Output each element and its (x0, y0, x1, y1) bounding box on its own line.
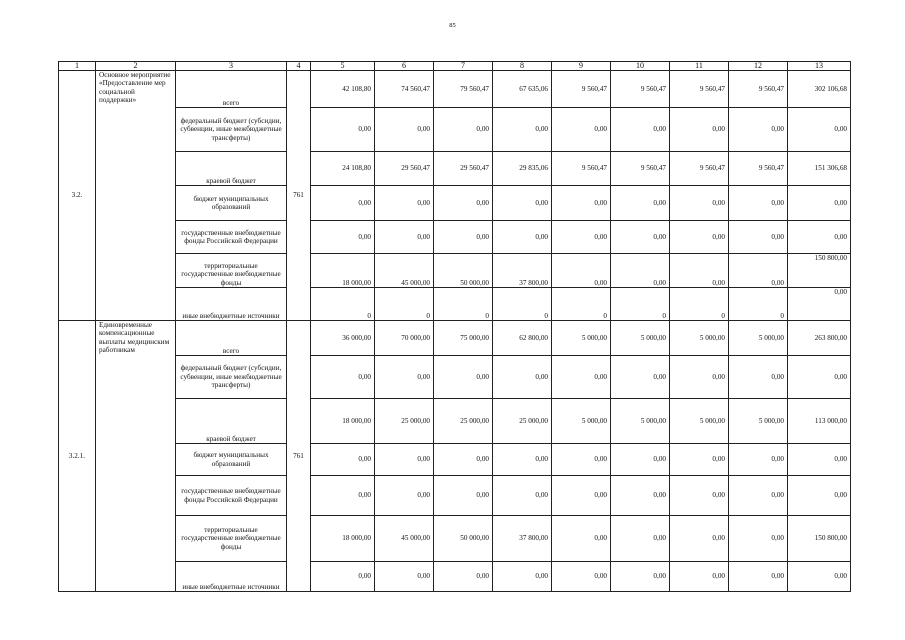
value-cell: 9 560,47 (670, 71, 729, 108)
header-cell: 13 (788, 62, 851, 71)
value-cell: 0,00 (375, 108, 434, 152)
value-cell: 0,00 (434, 562, 493, 592)
value-cell: 0,00 (788, 356, 851, 399)
funding-source: бюджет муниципальных образований (176, 186, 287, 221)
funding-source: федеральный бюджет (субсидии, субвенции, иные межбюджетные трансферты) (176, 108, 287, 152)
value-cell: 0,00 (311, 186, 375, 221)
header-cell: 3 (176, 62, 287, 71)
header-cell: 11 (670, 62, 729, 71)
value-cell: 0,00 (670, 221, 729, 254)
value-cell: 0,00 (729, 356, 788, 399)
header-cell: 2 (96, 62, 176, 71)
header-cell: 12 (729, 62, 788, 71)
value-cell: 0 (493, 288, 552, 321)
value-cell: 0 (611, 288, 670, 321)
value-cell: 0,00 (493, 186, 552, 221)
value-cell: 0 (729, 288, 788, 321)
responsible-code: 761 (287, 71, 311, 321)
value-cell: 0,00 (729, 444, 788, 476)
value-cell: 0,00 (611, 444, 670, 476)
value-cell: 0,00 (670, 108, 729, 152)
value-cell: 24 108,80 (311, 152, 375, 186)
value-cell: 0,00 (311, 221, 375, 254)
value-cell: 0,00 (670, 356, 729, 399)
value-cell: 0,00 (611, 562, 670, 592)
table-row (59, 108, 851, 152)
value-cell: 0,00 (311, 562, 375, 592)
value-cell: 45 000,00 (375, 516, 434, 562)
table-row (59, 254, 851, 288)
funding-source: всего (176, 71, 287, 108)
value-cell: 0,00 (375, 186, 434, 221)
value-cell: 0,00 (552, 562, 611, 592)
value-cell: 0,00 (493, 221, 552, 254)
value-cell: 113 000,00 (788, 399, 851, 444)
value-cell: 0,00 (552, 444, 611, 476)
measure-name: Основное мероприятие «Предоставление мер социальной поддержки» (96, 71, 176, 321)
funding-source: бюджет муниципальных образований (176, 444, 287, 476)
value-cell: 0,00 (311, 356, 375, 399)
value-cell: 0,00 (670, 516, 729, 562)
value-cell: 0,00 (493, 562, 552, 592)
value-cell: 0,00 (552, 356, 611, 399)
funding-source: государственные внебюджетные фонды Российской Федерации (176, 221, 287, 254)
funding-source: иные внебюджетные источники (176, 288, 287, 321)
value-cell: 79 560,47 (434, 71, 493, 108)
value-cell: 0,00 (311, 476, 375, 516)
value-cell: 0,00 (552, 108, 611, 152)
value-cell: 0,00 (729, 476, 788, 516)
value-cell: 9 560,47 (611, 71, 670, 108)
value-cell: 0,00 (611, 108, 670, 152)
value-cell: 0,00 (493, 108, 552, 152)
table-row (59, 444, 851, 476)
value-cell: 5 000,00 (729, 321, 788, 356)
value-cell: 5 000,00 (670, 321, 729, 356)
funding-source: иные внебюджетные источники (176, 562, 287, 592)
table-row (59, 356, 851, 399)
value-cell: 150 800,00 (788, 516, 851, 562)
table-body (59, 62, 851, 592)
value-cell: 0,00 (375, 356, 434, 399)
value-cell: 0,00 (434, 221, 493, 254)
table-row (59, 516, 851, 562)
value-cell: 29 560,47 (434, 152, 493, 186)
value-cell: 0,00 (611, 356, 670, 399)
value-cell: 0,00 (670, 562, 729, 592)
value-cell: 0,00 (311, 444, 375, 476)
value-cell: 0,00 (493, 476, 552, 516)
value-cell: 45 000,00 (375, 254, 434, 288)
funding-source: территориальные государственные внебюджетные фонды (176, 516, 287, 562)
value-cell: 5 000,00 (611, 321, 670, 356)
value-cell: 5 000,00 (611, 399, 670, 444)
value-cell: 74 560,47 (375, 71, 434, 108)
value-cell: 9 560,47 (552, 152, 611, 186)
header-cell: 8 (493, 62, 552, 71)
value-cell: 0,00 (611, 254, 670, 288)
value-cell: 0,00 (311, 108, 375, 152)
funding-source: краевой бюджет (176, 399, 287, 444)
value-cell: 0,00 (729, 516, 788, 562)
funding-source: краевой бюджет (176, 152, 287, 186)
value-cell: 0,00 (788, 221, 851, 254)
table-row (59, 221, 851, 254)
value-cell: 18 000,00 (311, 254, 375, 288)
funding-source: всего (176, 321, 287, 356)
value-cell: 25 000,00 (493, 399, 552, 444)
header-cell: 4 (287, 62, 311, 71)
table-row (59, 321, 851, 356)
value-cell: 0,00 (552, 254, 611, 288)
value-cell: 0,00 (729, 221, 788, 254)
value-cell: 0,00 (788, 444, 851, 476)
table-row (59, 152, 851, 186)
value-cell: 29 560,47 (375, 152, 434, 186)
value-cell: 0,00 (375, 444, 434, 476)
value-cell: 0,00 (552, 516, 611, 562)
value-cell: 9 560,47 (552, 71, 611, 108)
value-cell: 0,00 (611, 221, 670, 254)
value-cell: 18 000,00 (311, 399, 375, 444)
value-cell: 0,00 (552, 186, 611, 221)
budget-table (58, 61, 851, 592)
row-code: 3.2.1. (59, 321, 96, 592)
value-cell: 0,00 (611, 516, 670, 562)
value-cell: 5 000,00 (670, 399, 729, 444)
value-cell: 70 000,00 (375, 321, 434, 356)
table-row (59, 476, 851, 516)
value-cell: 0,00 (493, 356, 552, 399)
value-cell: 0,00 (434, 356, 493, 399)
value-cell: 0 (375, 288, 434, 321)
value-cell: 5 000,00 (552, 321, 611, 356)
value-cell: 25 000,00 (434, 399, 493, 444)
value-cell: 0,00 (670, 254, 729, 288)
value-cell: 0,00 (375, 476, 434, 516)
value-cell: 0,00 (788, 562, 851, 592)
value-cell: 0,00 (729, 108, 788, 152)
value-cell: 0,00 (670, 444, 729, 476)
table-row (59, 288, 851, 321)
value-cell: 29 835,06 (493, 152, 552, 186)
value-cell: 0 (670, 288, 729, 321)
value-cell: 150 800,00 (788, 254, 851, 288)
value-cell: 302 106,68 (788, 71, 851, 108)
header-cell: 10 (611, 62, 670, 71)
header-cell: 1 (59, 62, 96, 71)
responsible-code: 761 (287, 321, 311, 592)
value-cell: 67 635,06 (493, 71, 552, 108)
value-cell: 0,00 (788, 288, 851, 321)
value-cell: 0,00 (552, 221, 611, 254)
value-cell: 0,00 (788, 108, 851, 152)
value-cell: 0,00 (434, 186, 493, 221)
value-cell: 9 560,47 (729, 71, 788, 108)
value-cell: 0,00 (611, 186, 670, 221)
value-cell: 36 000,00 (311, 321, 375, 356)
value-cell: 0,00 (493, 444, 552, 476)
value-cell: 9 560,47 (611, 152, 670, 186)
table-row (59, 186, 851, 221)
value-cell: 25 000,00 (375, 399, 434, 444)
table-row (59, 562, 851, 592)
funding-source: государственные внебюджетные фонды Российской Федерации (176, 476, 287, 516)
value-cell: 9 560,47 (729, 152, 788, 186)
value-cell: 9 560,47 (670, 152, 729, 186)
value-cell: 0,00 (434, 476, 493, 516)
header-row (59, 62, 851, 71)
value-cell: 0,00 (375, 562, 434, 592)
header-cell: 9 (552, 62, 611, 71)
value-cell: 50 000,00 (434, 254, 493, 288)
header-cell: 5 (311, 62, 375, 71)
funding-source: территориальные государственные внебюджетные фонды (176, 254, 287, 288)
value-cell: 0 (311, 288, 375, 321)
value-cell: 0,00 (434, 444, 493, 476)
value-cell: 0,00 (434, 108, 493, 152)
value-cell: 5 000,00 (552, 399, 611, 444)
value-cell: 0,00 (375, 221, 434, 254)
value-cell: 0,00 (670, 476, 729, 516)
row-code: 3.2. (59, 71, 96, 321)
funding-source: федеральный бюджет (субсидии, субвенции, иные межбюджетные трансферты) (176, 356, 287, 399)
page-number: 85 (449, 22, 456, 29)
measure-name: Единовременные компенсационные выплаты медицинским работникам (96, 321, 176, 592)
header-cell: 6 (375, 62, 434, 71)
value-cell: 263 800,00 (788, 321, 851, 356)
value-cell: 75 000,00 (434, 321, 493, 356)
value-cell: 0,00 (729, 254, 788, 288)
value-cell: 0,00 (788, 186, 851, 221)
table-row (59, 71, 851, 108)
value-cell: 0,00 (729, 186, 788, 221)
value-cell: 0,00 (552, 476, 611, 516)
value-cell: 5 000,00 (729, 399, 788, 444)
value-cell: 151 306,68 (788, 152, 851, 186)
value-cell: 0,00 (788, 476, 851, 516)
value-cell: 0,00 (611, 476, 670, 516)
value-cell: 0 (552, 288, 611, 321)
value-cell: 50 000,00 (434, 516, 493, 562)
value-cell: 0 (434, 288, 493, 321)
value-cell: 42 108,80 (311, 71, 375, 108)
value-cell: 37 800,00 (493, 254, 552, 288)
value-cell: 62 800,00 (493, 321, 552, 356)
value-cell: 37 800,00 (493, 516, 552, 562)
table-row (59, 399, 851, 444)
header-cell: 7 (434, 62, 493, 71)
value-cell: 0,00 (729, 562, 788, 592)
value-cell: 0,00 (670, 186, 729, 221)
value-cell: 18 000,00 (311, 516, 375, 562)
